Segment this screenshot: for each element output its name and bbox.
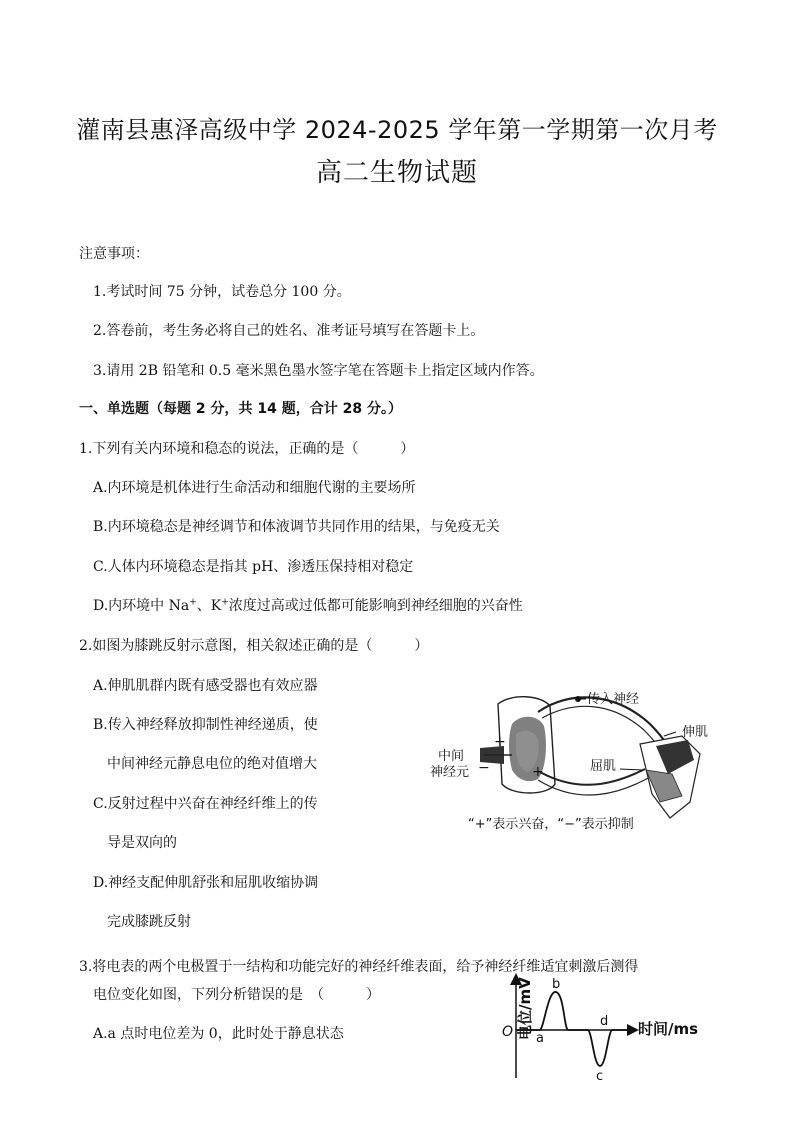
- point-d-label: d: [600, 1014, 609, 1029]
- q1-option-c: C.人体内环境稳态是指其 pH、渗透压保持相对稳定: [93, 559, 414, 575]
- q1-option-b: B.内环境稳态是神经调节和体液调节共同作用的结果，与免疫无关: [93, 519, 500, 535]
- potential-curve-chart: [470, 970, 720, 1090]
- label-flexor: 屈肌: [590, 759, 617, 774]
- point-a-label: a: [536, 1031, 544, 1046]
- plus-sign-upper: +: [494, 734, 506, 750]
- q3-stem-line1: 3.将电表的两个电极置于一结构和功能完好的神经纤维表面，给予神经纤维适宜刺激后测得: [79, 959, 639, 975]
- q1-option-d-part1: D.内环境中 Na: [93, 598, 190, 614]
- note-item-1: 1.考试时间 75 分钟，试卷总分 100 分。: [93, 284, 351, 300]
- q1-option-d-part2: 、K: [196, 598, 222, 614]
- plus-sign-lower: +: [532, 764, 544, 780]
- label-afferent-nerve: 传入神经: [587, 692, 640, 707]
- chart-x-label: 时间/ms: [638, 1020, 699, 1038]
- q2-option-d-line2: 完成膝跳反射: [107, 914, 191, 930]
- label-leader-flexor: [620, 769, 642, 770]
- label-leader-extensor: [664, 732, 676, 736]
- label-interneuron-line1: 中间: [438, 749, 465, 764]
- q1-option-d: [93, 596, 523, 616]
- label-extensor: 伸肌: [682, 725, 709, 740]
- q1-option-a: A.内环境是机体进行生命活动和细胞代谢的主要场所: [93, 480, 416, 496]
- sodium-charge: +: [189, 597, 197, 608]
- point-c-label: c: [596, 1069, 604, 1084]
- section-heading: 一、单选题（每题 2 分，共 14 题，合计 28 分。）: [79, 401, 402, 417]
- chart-y-label: 电位/mV: [516, 977, 534, 1040]
- point-b-label: b: [552, 977, 561, 992]
- q1-option-d-part3: 浓度过高或过低都可能影响到神经细胞的兴奋性: [228, 598, 523, 614]
- q1-stem: 1.下列有关内环境和稳态的说法，正确的是（ ）: [79, 441, 415, 457]
- potassium-charge: +: [221, 597, 229, 608]
- q2-option-b-line1: B.传入神经释放抑制性神经递质，使: [93, 717, 318, 733]
- label-interneuron-line2: 神经元: [430, 765, 470, 780]
- exam-subtitle: 高二生物试题: [315, 158, 478, 188]
- chart-origin: O: [502, 1024, 514, 1040]
- minus-sign: −: [478, 760, 490, 776]
- note-item-3: 3.请用 2B 铅笔和 0.5 毫米黑色墨水签字笔在答题卡上指定区域内作答。: [93, 363, 544, 379]
- q2-option-c-line1: C.反射过程中兴奋在神经纤维上的传: [93, 796, 318, 812]
- q3-option-a: A.a 点时电位差为 0，此时处于静息状态: [93, 1026, 344, 1042]
- exam-title: 灌南县惠泽高级中学 2024-2025 学年第一学期第一次月考: [76, 116, 718, 144]
- q2-option-c-line2: 导是双向的: [107, 835, 177, 851]
- note-item-2: 2.答卷前，考生务必将自己的姓名、准考证号填写在答题卡上。: [93, 323, 485, 339]
- q3-stem-line2: 电位变化如图，下列分析错误的是 （ ）: [93, 987, 380, 1003]
- q2-stem: 2.如图为膝跳反射示意图，相关叙述正确的是（ ）: [79, 638, 429, 654]
- q2-option-b-line2: 中间神经元静息电位的绝对值增大: [107, 756, 317, 772]
- q2-option-a: A.伸肌肌群内既有感受器也有效应器: [93, 678, 318, 694]
- figure-caption: “+”表示兴奋，“−”表示抑制: [468, 817, 634, 832]
- q2-option-d-line1: D.神经支配伸肌舒张和屈肌收缩协调: [93, 875, 319, 891]
- notes-heading: 注意事项：: [79, 246, 149, 262]
- knee-jerk-reflex-diagram: [420, 684, 710, 834]
